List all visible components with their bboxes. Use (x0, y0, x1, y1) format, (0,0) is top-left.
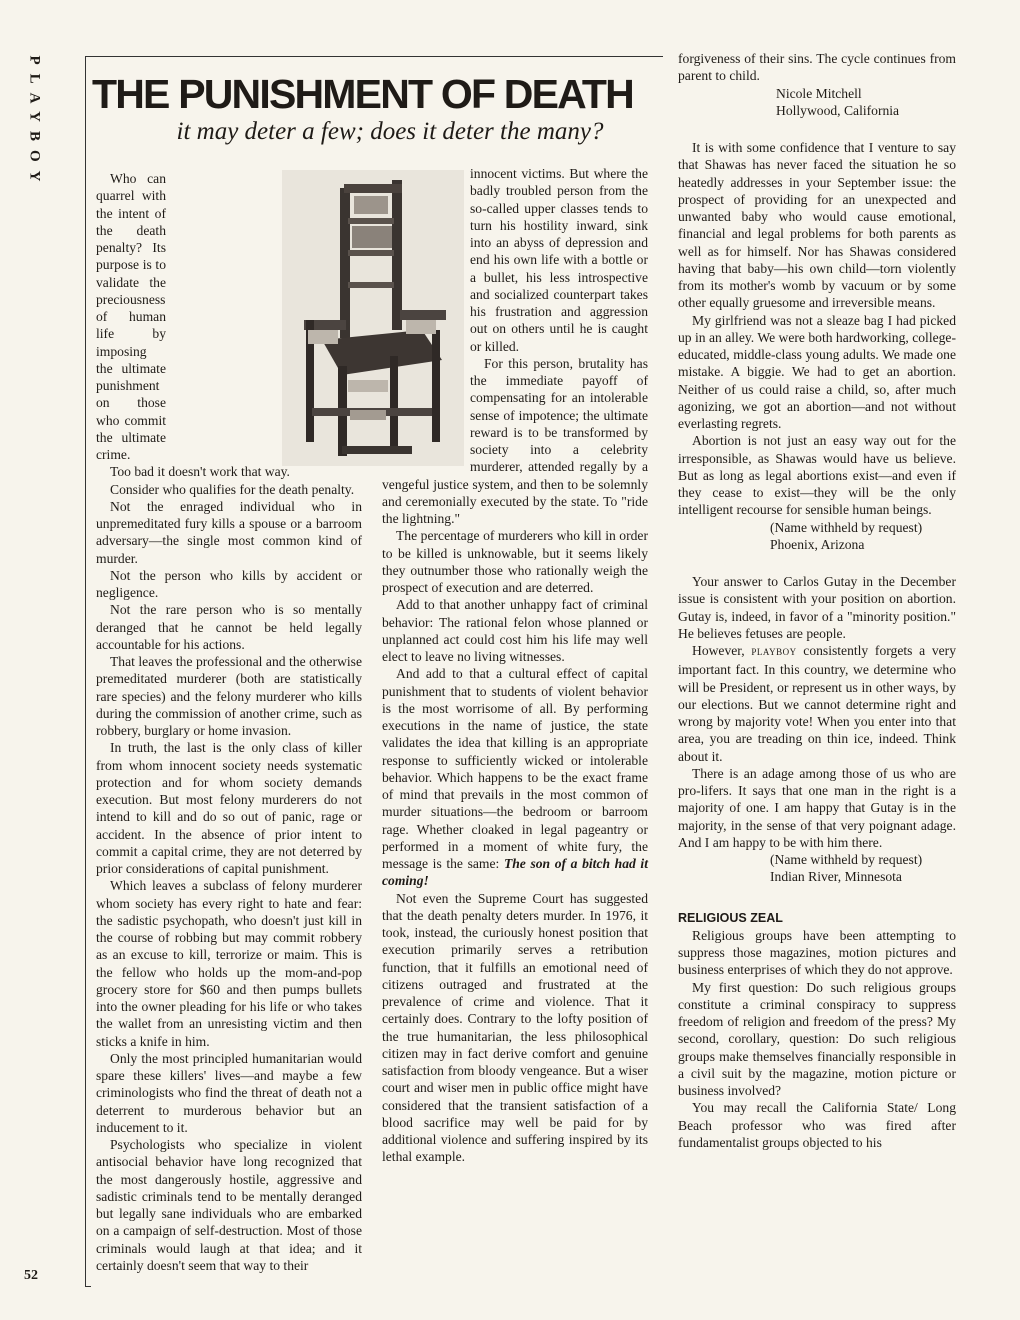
brand-smallcaps: PLAYBOY (751, 647, 797, 657)
paragraph: forgiveness of their sins. The cycle continues from parent to child. (678, 51, 956, 84)
signature-place: Hollywood, California (776, 102, 900, 118)
paragraph: Who can quarrel with the intent of the death penalty? Its purpose is to validate the preciousness of human life by imposing the ultimate punishment on those who commit the ultimate crime. (96, 171, 166, 462)
article-rule-left (85, 56, 86, 1286)
article-subtitle: it may deter a few; does it deter the many? (176, 118, 604, 145)
paragraph: My girlfriend was not a sleaze bag I had picked up in an alley. We were both hardworking, college-educated, middle-class young adults. We made one mistake. A biggie. We had to get an abortion. Neither of us could raise a child, so, after much agonizing, we got an abortion—and not without everlasting regrets. (678, 312, 956, 431)
masthead-vertical (14, 48, 54, 198)
paragraph: Consider who qualifies for the death penalty. (110, 481, 355, 497)
paragraph: Too bad it doesn't work that way. (110, 464, 290, 480)
paragraph-text: And add to that a cultural effect of capital punishment that to students of violent behavior is the most worrisome of all. By performing executions in the name of justice, the state validates the idea that killing is an appropriate response to sufficiently wicked or intolerable behavior. Which happens to be the exact frame of mind that prevails in the most common of murder situations—the bedroom or barroom rage. Whether cloaked in legal pageantry or performed in a moment of white fury, the message is the same: (382, 666, 648, 871)
paragraph: There is an adage among those of us who are pro-lifers. It says that one man in the right is a majority of one. I am happy that Gutay is in the majority, in the sense of that very poignant adage. And I am happy to be with him there. (678, 765, 956, 850)
paragraph-text: However, (692, 643, 745, 658)
paragraph: Religious groups have been attempting to suppress those magazines, motion pictures and business enterprises of which they do not approve. (678, 927, 956, 978)
paragraph: Which leaves a subclass of felony murderer whom society has every right to hate and fear: the sadistic psychopath, who doesn't just kill in the course of robbing but may commit robbery as an excuse to kill, terrorize or maim. This is the fellow who holds up the mom-and-pop grocery store for $60 and then pumps bullets into the owner pleading for his life or who takes the wallet from an unresisting victim and then sticks a knife in him. (96, 878, 362, 1049)
page-number: 52 (24, 1268, 38, 1283)
article-rule-top (85, 56, 663, 57)
paragraph: Your answer to Carlos Gutay in the December issue is consistent with your position on abortion. Gutay is, indeed, in favor of a "minority position." He believes fetuses are people. (678, 574, 956, 641)
paragraph: Only the most principled humanitarian would spare these killers' lives—and maybe a few criminologists who find the threat of death not a deterrent to murderous behavior but an inducement to it. (96, 1050, 362, 1135)
section-heading: RELIGIOUS ZEAL (678, 910, 783, 925)
signature-place: Indian River, Minnesota (770, 869, 902, 885)
photo-wrap-space (166, 170, 362, 460)
signature-name: Nicole Mitchell (776, 85, 862, 101)
letters-column (678, 50, 956, 1151)
signature-name: (Name withheld by request) (770, 852, 923, 867)
paragraph: Abortion is not just an easy way out for the irresponsible, as Shawas would have us believe. But as long as legal abortions exist—and even if they cease to exist—they will be the only intelligent recourse for sensible human beings. (678, 433, 956, 518)
emphasis-quote: The son of a bitch had it coming! (382, 856, 648, 889)
paragraph: Not the person who kills by accident or negligence. (96, 567, 362, 600)
paragraph (678, 642, 956, 765)
paragraph: My first question: Do such religious groups constitute a criminal conspiracy to suppress freedom of religion and freedom of the press? My second, corollary, question: Do such religious groups make themselves financially responsible in a civil suit by the magazine, motion picture or business involved? (678, 979, 956, 1098)
photo-wrap-space (382, 165, 470, 465)
paragraph: Add to that another unhappy fact of criminal behavior: The rational felon whose planned or unplanned act could cost him his life may well elect to leave no living witnesses. (382, 597, 648, 664)
paragraph: Not even the Supreme Court has suggested that the death penalty deters murder. In 1976, it took, instead, the curiously honest position that execution primarily serves a retribution function, that it fulfills an emotional need of citizens outraged and frustrated at the prevalence of crime and violence. That it certainly does. Contrary to the lofty position of the true humanitarian, the less philosophical citizen may in fact derive comfort and genuine satisfaction from bloody vengeance. But a wiser court and wiser men in public office might have considered that the transient satisfaction of a blood sacrifice may well be paid for by additional violence and suffering inspired by its lethal example. (382, 890, 648, 1165)
paragraph (382, 665, 648, 889)
article-column-1 (96, 170, 362, 1274)
paragraph: Not the enraged individual who in unpremeditated fury kills a spouse or a barroom adversary—the single most common kind of murder. (96, 498, 362, 566)
signature-place: Phoenix, Arizona (770, 536, 865, 552)
paragraph: That leaves the professional and the otherwise premeditated murderer (both are statistically rare species) and the felony murderer who kills during the commission of another crime, such as robbery, burglary or home invasion. (96, 654, 362, 738)
signature-name: (Name withheld by request) (770, 519, 923, 535)
paragraph: innocent victims. But where the badly troubled person from the so-called upper classes tends to turn his hostility inward, sink into an abyss of depression and end his own life with a bottle or a bullet, his less introspective and socialized counterpart takes his frustration and aggression out on others until he is caught or killed. (470, 166, 648, 354)
paragraph: In truth, the last is the only class of killer from whom innocent society needs systematic protection and for whom society demands execution. But most felony murderers do not intend to kill and do so out of panic, rage or accident. In the absence of prior intent to commit a capital crime, they are not deterred by prior considerations of capital punishment. (96, 740, 362, 876)
paragraph: Psychologists who specialize in violent antisocial behavior have long recognized that the most dangerously hostile, aggressive and sadistic criminals tend to be mentally deranged but legally sane individuals who are embarked on a campaign of self-destruction. Most of those criminals would laugh at that idea; and it certainly doesn't seem that way to their (96, 1137, 362, 1273)
paragraph: You may recall the California State/ Long Beach professor who was fired after fundamentalist groups objected to his (678, 1100, 956, 1150)
paragraph-text: consistently forgets a very important fact. In this country, we determine who will be President, or represent us in other ways, by our elections. But we cannot determine right and wrong by majority vote! When you enter into that area, you are treading on thin ice, indeed. Think about it. (678, 643, 956, 764)
paragraph: The percentage of murderers who kill in order to be killed is unknowable, but it seems likely they outnumber those who rationally weigh the prospect of execution and are deterred. (382, 528, 648, 595)
article-title: THE PUNISHMENT OF DEATH (92, 71, 633, 117)
paragraph: It is with some confidence that I venture to say that Shawas has never faced the situation he so heatedly addresses in your September issue: the prospect of providing for an unexpected and unwanted baby who would cause emotional, financial and legal problems for both parents as well as for himself. Nor has Shawas considered having that baby—his own child—torn violently from its mother's womb by vacuum or by some other equally gruesome and irreversible means. (678, 140, 956, 311)
article-column-2 (382, 165, 648, 1166)
paragraph: Not the rare person who is so mentally deranged that he cannot be held legally accountable for his actions. (96, 602, 362, 652)
article-rule-bottom (85, 1286, 91, 1287)
paragraph: For this person, brutality has the immediate payoff of compensating for an intolerable sense of impotence; the ultimate reward is to be transformed by society into a celebrity murderer, attended regally by a vengeful justice system, and then to be solemnly and ceremonially executed by the state. To "ride the lightning." (382, 355, 648, 526)
masthead-text: PLAYBOY (26, 55, 43, 191)
